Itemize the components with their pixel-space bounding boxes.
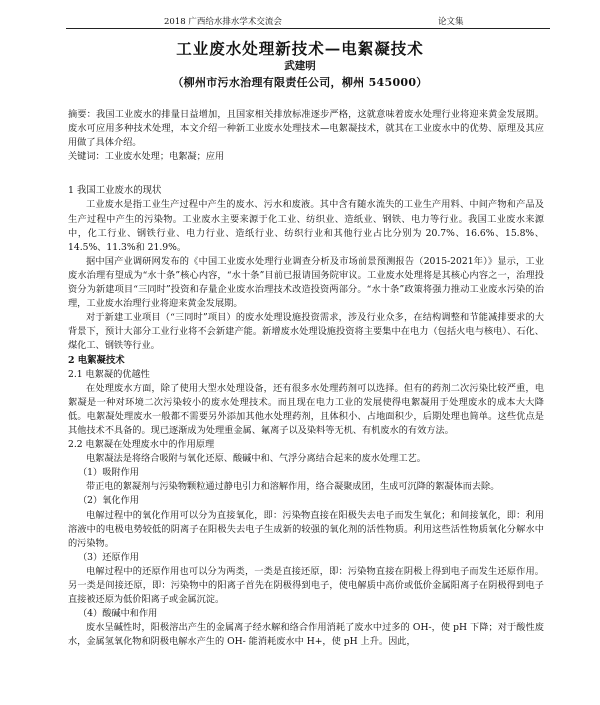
keywords-text: 工业废水处理；电絮凝；应用 [104,151,225,163]
header-section: 论文集 [438,17,464,27]
mechanism-heading-neutralization: （4）酸碱中和作用 [78,608,158,620]
header-conference: 2018 广西给水排水学术交流会 [164,17,282,27]
paragraph: 工业废水是指工业生产过程中产生的废水、污水和废液。其中含有随水流失的工业生产用料、中间产物和产品及生产过程中产生的污染物。工业废水主要来源于化工业、纺织业、造纸业、钢铁、电力等行业。我国工业废水来源中，化工行业、钢铁行业、电力行业、造纸行业、纺织行业和其他行业占比分别为 20.7%、16.6%、15.8%、14.5%、11.3%和 21.9%。 [68,199,544,253]
abstract-block [68,108,544,164]
mechanism-heading-oxidation: （2）氧化作用 [78,495,139,507]
paragraph: 带正电的絮凝剂与污染物颗粒通过静电引力和溶解作用，络合凝聚成团，生成可沉降的絮凝体而去除。 [86,481,500,493]
mechanism-heading-reduction: （3）还原作用 [78,551,139,563]
paragraph: 电解过程中的还原作用也可以分为两类，一类是直接还原，即：污染物直接在阴极上得到电子而发生还原作用。另一类是间接还原，即：污染物中的阳离子首先在阴极得到电子，使电解质中高价或低价金属阳离子在阴极得到电子直接被还原为低价阳离子或金属沉淀。 [68,565,544,606]
paragraph: 在处理废水方面，除了使用大型水处理设备，还有很多水处理药剂可以选择。但有的药剂二次污染比较严重，电絮凝是一种对环境二次污染较小的废水处理技术。而且现在电力工业的发展使得电絮凝用于处理废水的成本大大降低。电絮凝处理废水一般都不需要另外添加其他水处理药剂，且体积小、占地面积少，后期处理也简单。这些优点是其他技术不具备的。现已逐渐成为处理重金属、氟离子以及染料等无机、有机废水的有效方法。 [68,382,544,436]
keywords-label: 关键词： [68,151,105,163]
mechanism-heading-adsorption: （1）吸附作用 [78,467,139,479]
paragraph: 电絮凝法是将络合吸附与氧化还原、酸碱中和、气浮分离结合起来的废水处理工艺。 [86,453,426,465]
author-name: 武建明 [284,60,316,72]
abstract-label: 摘要： [68,109,97,120]
paragraph: 废水呈碱性时，阳极溶出产生的金属离子经水解和络合作用消耗了废水中过多的 OH-，使 pH 下降；对于酸性废水，金属氢氧化物和阴极电解水产生的 OH- 能消耗废水中 H+，使 pH 上升。因此， [68,622,544,648]
paragraph: 对于新建工业项目（“三同时”项目）的废水处理设施投资需求，涉及行业众多，在结构调整和节能减排要求的大背景下，预计大部分工业行业将不会新建产能。新增废水处理设施投资将主要集中在电力（包括火电与核电）、石化、煤化工、钢铁等行业。 [68,312,544,352]
section-heading-1: 1 我国工业废水的现状 [68,185,162,197]
subsection-heading-2-2: 2.2 电絮凝在处理废水中的作用原理 [68,439,215,451]
subsection-heading-2-1: 2.1 电絮凝的优越性 [68,368,150,380]
paper-body [68,108,544,649]
paragraph: 据中国产业调研网发布的《中国工业废水处理行业调查分析及市场前景预测报告（2015-2021年）》显示，工业废水治理有望成为“水十条”核心内容，“水十条”目前已报请国务院审议。工业废水处理将是其核心内容之一，治理投资分为新建项目“三同时”投资和存量企业废水治理技术改造投资两部分。“水十条”政策将强力推动工业废水污染的治理，工业废水治理行业将迎来黄金发展期。 [68,255,544,310]
paragraph: 电解过程中的氧化作用可以分为直接氧化，即：污染物直接在阳极失去电子而发生氧化；和间接氧化，即：利用溶液中的电极电势较低的阴离子在阳极失去电子生成新的较强的氧化剂的活性物质。利用这些活性物质氧化分解水中的污染物。 [68,509,544,549]
abstract-text: 我国工业废水的排量日益增加，且国家相关排放标准逐步严格，这就意味着废水处理行业将迎来黄金发展期。废水可应用多种技术处理，本文介绍一种新工业废水处理技术—电絮凝技术，就其在工业废水中的优势、原理及其应用做了具体介绍。 [68,109,545,149]
paper-title: 工业废水处理新技术—电絮凝技术 [176,39,424,58]
section-heading-2: 2 电絮凝技术 [68,354,125,366]
running-header [66,12,550,29]
author-affiliation: （柳州市污水治理有限责任公司，柳州 545000） [172,76,428,89]
